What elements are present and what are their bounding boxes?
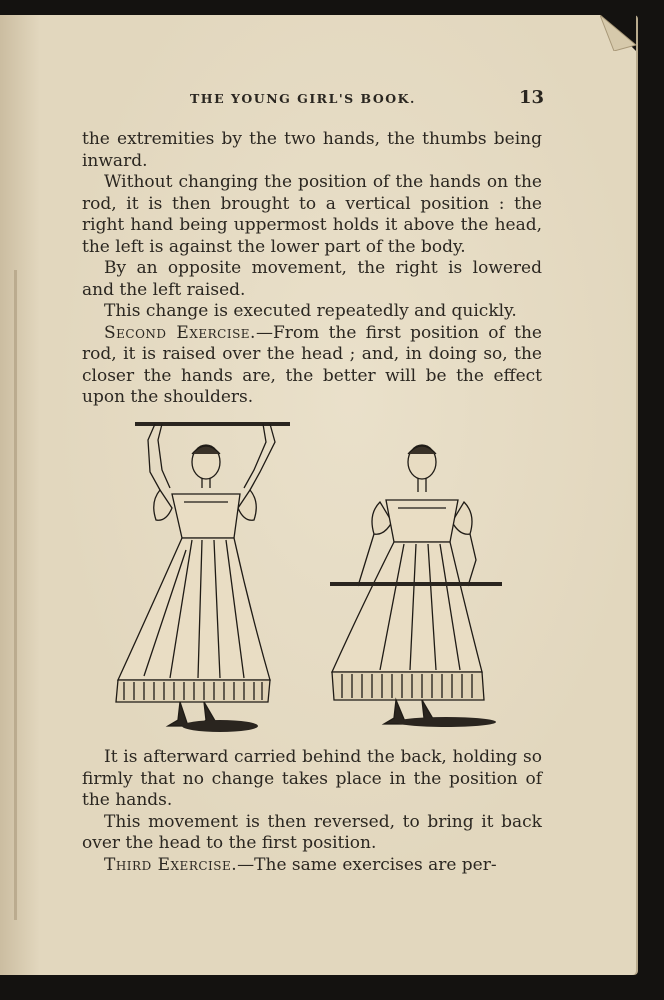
gutter-shadow [14, 270, 17, 920]
paragraph: This movement is then reversed, to bring it back over the head to the first position. [82, 811, 542, 853]
paragraph: Without changing the position of the hands on the rod, it is then brought to a vertical position : the right hand being uppermost holds it above the head, the left is against the lower part of the body. [82, 172, 542, 257]
figure-rod-at-hips [330, 445, 502, 727]
section-text: —From the first position of the rod, it is raised over the head ; and, in doing so, the closer the hands are, the better will be the effect upon the shoulders. [82, 322, 542, 407]
exercise-illustration [110, 410, 510, 745]
paragraph: This change is executed repeatedly and quickly. [104, 301, 517, 321]
text-block-bottom [82, 747, 542, 876]
running-head: THE YOUNG GIRL'S BOOK. [190, 91, 416, 106]
rod-overhead [135, 422, 290, 426]
paragraph: the extremities by the two hands, the thumbs being inward. [82, 129, 542, 171]
figure-rod-overhead [116, 422, 290, 732]
section-text: —The same exercises are per- [237, 854, 497, 875]
section-heading: Second Exercise. [104, 322, 256, 343]
page-number: 13 [519, 87, 545, 108]
third-exercise-paragraph [82, 855, 542, 877]
folded-corner-icon [600, 15, 636, 51]
second-exercise-paragraph [82, 323, 542, 409]
paragraph: By an opposite movement, the right is lowered and the left raised. [82, 258, 542, 300]
text-block-top [82, 129, 542, 409]
section-heading: Third Exercise. [104, 854, 238, 875]
paragraph: It is afterward carried behind the back, holding so firmly that no change takes place in the position of the hands. [82, 747, 542, 810]
rod-at-hips [330, 582, 502, 586]
